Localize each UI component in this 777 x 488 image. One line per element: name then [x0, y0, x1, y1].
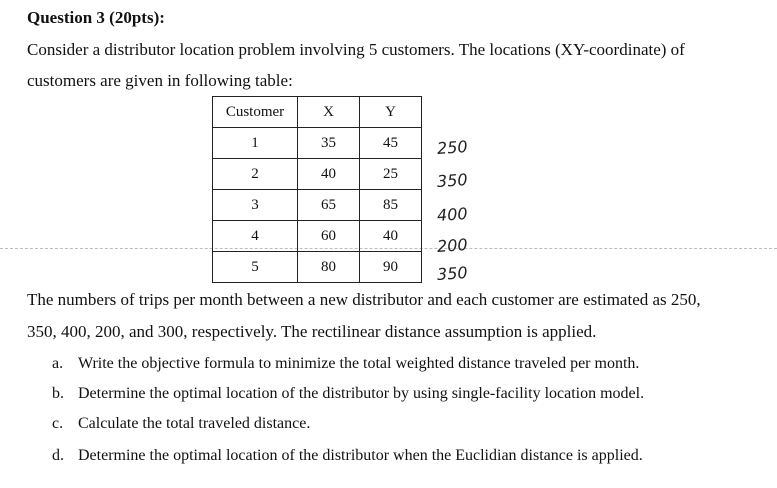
paragraph-line-1: The numbers of trips per month between a new distributor and each customer are estimated as 250, [27, 290, 701, 309]
cell-y: 25 [360, 159, 422, 190]
question-heading: Question 3 (20pts): [27, 8, 165, 27]
header-x: X [298, 97, 360, 128]
item-text: Calculate the total traveled distance. [78, 415, 311, 432]
cell-customer: 3 [213, 190, 298, 221]
table-header-row [213, 97, 422, 128]
intro-line-2: customers are given in following table: [27, 71, 293, 90]
handwritten-note-2: 350 [436, 169, 469, 192]
cell-x: 80 [298, 252, 360, 283]
table-row [213, 252, 422, 283]
item-label: b. [52, 385, 64, 402]
table-row [213, 159, 422, 190]
table-row [213, 128, 422, 159]
cell-customer: 4 [213, 221, 298, 252]
handwritten-note-4: 200 [436, 234, 469, 257]
item-label: d. [52, 447, 64, 464]
cell-y: 45 [360, 128, 422, 159]
cell-x: 60 [298, 221, 360, 252]
item-text: Determine the optimal location of the distributor when the Euclidian distance is applied. [78, 447, 643, 464]
cell-y: 85 [360, 190, 422, 221]
paragraph-line-2: 350, 400, 200, and 300, respectively. The rectilinear distance assumption is applied. [27, 322, 597, 341]
handwritten-note-3: 400 [436, 203, 469, 226]
handwritten-note-1: 250 [436, 136, 469, 159]
item-text: Write the objective formula to minimize the total weighted distance traveled per month. [78, 355, 640, 372]
question-item-a [52, 355, 639, 373]
question-item-d [52, 447, 643, 465]
item-text: Determine the optimal location of the distributor by using single-facility location model. [78, 385, 645, 402]
table-row [213, 221, 422, 252]
question-item-c [52, 415, 310, 433]
cell-customer: 1 [213, 128, 298, 159]
cell-customer: 2 [213, 159, 298, 190]
cell-y: 90 [360, 252, 422, 283]
cell-x: 35 [298, 128, 360, 159]
header-customer: Customer [213, 97, 298, 128]
handwritten-note-5: 350 [436, 262, 469, 285]
table-row [213, 190, 422, 221]
cell-x: 65 [298, 190, 360, 221]
item-label: a. [52, 355, 64, 372]
header-y: Y [360, 97, 422, 128]
cell-y: 40 [360, 221, 422, 252]
intro-line-1: Consider a distributor location problem involving 5 customers. The locations (XY-coordinate) of [27, 40, 685, 59]
question-item-b [52, 385, 644, 403]
customer-location-table [212, 96, 422, 283]
cell-customer: 5 [213, 252, 298, 283]
item-label: c. [52, 415, 64, 432]
cell-x: 40 [298, 159, 360, 190]
